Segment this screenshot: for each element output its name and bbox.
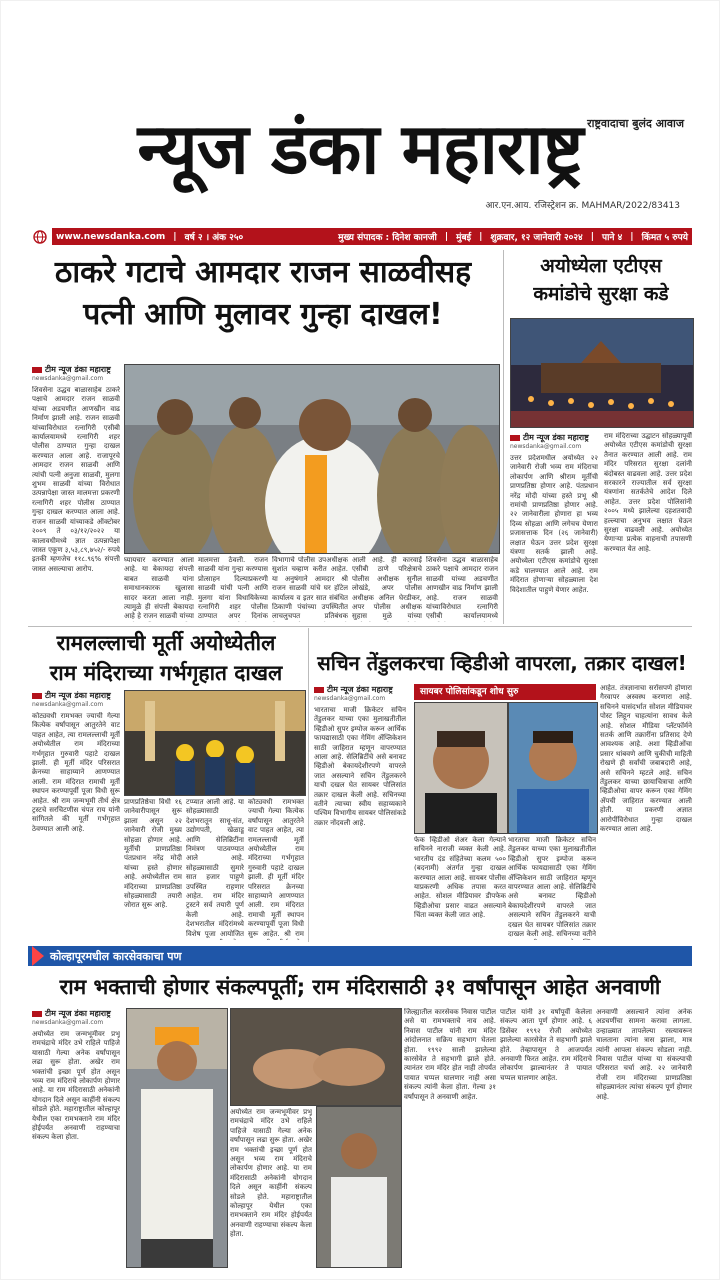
story4-byline-block [314, 684, 406, 702]
column-divider [503, 250, 504, 624]
story3-headline[interactable]: रामलल्लाची मूर्ती अयोध्येतील राम मंदिराच्या गर्भगृहात दाखल [49, 631, 283, 685]
page-count: पाने ४ [602, 233, 623, 243]
story4-photo-1 [414, 702, 508, 834]
masthead-tagline: राष्ट्रवादाचा बुलंद आवाज [587, 117, 684, 130]
story2-col1: उत्तर प्रदेशमधील अयोध्येत २२ जानेवारी रोजी भव्य राम मंदिराचा लोकार्पण आणि श्रीराम मूर्तीची प्राणप्रतिष्ठा होणार आहे. पंतप्रधान नरेंद्र मोदी यांच्या हस्ते प्रभू श्री रामांची प्राणप्रतिष्ठा होणार आहे. २२ जानेवारीला होणारा हा भव्य दिव्य सोहळा आणि लगेचच येणारा प्रजासत्ताक दिन (२६ जानेवारी) लक्षात घेऊन उत्तर प्रदेश सुरक्षा यंत्रणा सतर्क झाली आहे. अयोध्येला एटीएस कमांडोचे सुरक्षा कडे घालण्यात आले आहे. राम मंदिरात होणाऱ्या सोहळ्याला देश विदेशातील पाहुणे येणार आहेत. [510, 454, 598, 594]
story5-photo-3 [316, 1106, 402, 1268]
info-strip: www.newsdanka.com | वर्ष २ । अंक २५० मुख्य संपादक : दिनेश कानजी | मुंबई | शुक्रवार, १२ जानेवारी २०२४ | पाने ४ | किंमत ५ रुपये [28, 228, 692, 245]
story3-photo [124, 690, 306, 796]
story5-col2a: अयोध्येत राम जन्मभूमीवर प्रभू रामचंद्राचे मंदिर उभे राहिले पाहिजे यासाठी गेल्या अनेक वर्षांपासून लढा सुरू होता. अखेर राम भक्तांची इच्छा पूर्ण होत असून भव्य राम मंदिराचे लोकार्पण होणार आहे. या राम मंदिरासाठी अनेकांनी योगदान दिले असून काहींनी संकल्प सोडले होते. महाराष्ट्रातील कोल्हापूर येथील एका रामभक्ताने राम मंदिर होईपर्यंत अनवाणी राहण्याचा संकल्प केला होता. [230, 1108, 312, 1239]
story3-col4: कोट्यवधी रामभक्त ज्याची गेल्या कित्येक वर्षांपासून आतुरतेने वाट पाहत आहेत, त्या रामलल्लाची मूर्ती अयोध्येतील राम मंदिराच्या गर्भगृहात गुरुवारी पहाटे दाखल झाली. ही मूर्ती मंदिर परिसरात क्रेनच्या साहाय्याने आणण्यात आली. राम मंदिरात रामाची मूर्ती स्थापन करण्यापूर्वी पूजा विधी सुरू आहेत. श्री राम [248, 798, 304, 938]
story4-col4: आहेत. तंत्रज्ञानाचा सर्रासपणे होणारा गैरवापर अस्वस्थ करणारा आहे. सचिनने यासंदर्भात सोशल मीडियावर पोस्ट लिहून चाहत्यांना सावध केले आहे. सोशल मीडिया प्लॅटफॉर्मने सतर्क आणि तक्रारींना प्रतिसाद देणे आवश्यक आहे. अशा व्हिडीओंचा प्रसार थांबवणे आणि चुकीची माहिती रोखणे ही सर्वांची जबाबदारी आहे, असे सचिनने म्हटले आहे. सचिन तेंडुलकर याच्या छायाचित्राचा आणि व्हिडीओचा वापर करून एका गेमिंग ॲपची जाहिरात करण्यात आली होती. या प्रकरणी अज्ञात आरोपींविरोधात गुन्हा दाखल करण्यात आला आहे. [600, 684, 692, 834]
story1-col6: शिवसेना उद्धव बाळासाहेब ठाकरे पक्षाचे आमदार राजन साळवी यांच्या अडचणीत आणखीन वाढ निर्माण झाली आहे. राजन साळवी यांच्याविरोधात रत्नागिरी एसीबी कार्यालयामध्ये [426, 556, 498, 621]
story3-col2: प्राणप्रतिष्ठेचा विधी १६ जानेवारीपासून सुरू झाला असून २२ जानेवारी रोजी मुख्य सोहळा होणार आहे. मूर्तीची प्राणप्रतिष्ठा पंतप्रधान नरेंद्र मोदी यांच्या हस्ते होणार आहे. अयोध्येतील राम मंदिराच्या प्राणप्रतिष्ठा सोहळ्यासाठी तयारी जोरात सुरू आहे. [124, 798, 182, 910]
story2-byline: टीम न्यूज डंका महाराष्ट्र [510, 432, 598, 443]
story1-photo [124, 364, 500, 554]
issue-number: वर्ष २ । अंक २५० [184, 233, 244, 243]
city: मुंबई [456, 233, 472, 243]
story4-headline[interactable]: सचिन तेंडुलकरचा व्हिडीओ वापरला, तक्रार दाखल! [317, 651, 687, 675]
story5-photo-1 [126, 1008, 228, 1268]
story5-byline-block [32, 1008, 120, 1026]
story1-byline: टीम न्यूज डंका महाराष्ट्र [32, 364, 120, 375]
story2-photo [510, 318, 694, 428]
story5-band: कोल्हापूरमधील कारसेवकाचा पण [28, 946, 692, 966]
date: शुक्रवार, १२ जानेवारी २०२४ [490, 233, 583, 243]
story1-col2: घ्यायचार करण्यात आला आहे. या बेकायदा संपत्ती बाबत साळवी यांना समाधानकारक खुलासा सादर करता आला नाही. त्यामुळे ही संपत्ती बेकायदा आहे हे राजन साळवी यांच्या [124, 556, 194, 621]
story3-col3: टप्प्यात आली आहे. या सोहळ्यासाठी देशभरातून साधू-संत, उद्योगपती, खेळाडू आणि सेलिब्रिटींना निमंत्रण पाठवण्यात आले आहे. सोहळ्यासाठी सुमारे सात हजार पाहुणे उपस्थित राहणार आहेत. राम मंदिर ट्रस्टने सर्व तयारी पूर्ण केली आहे. देशभरातील मंदिरांमध्ये विशेष पूजा आयोजित [186, 798, 244, 938]
story1-email: newsdanka@gmail.com [32, 375, 104, 382]
chief-editor: मुख्य संपादक : दिनेश कानजी [338, 233, 437, 243]
story2-headline[interactable]: अयोध्येला एटीएस कमांडोचे सुरक्षा कडे [533, 255, 669, 305]
story5-col3: पाटील यांनी ३१ वर्षांपूर्वी केलेला संकल्प आता पूर्ण होणार आहे. ६ डिसेंबर १९९२ रोजी अयोध्येत झालेल्या कारसेवेत ते सहभागी झाले होते. तेव्हापासून ते आजपर्यंत अनवाणी फिरत आहेत. राम मंदिराचे लोकार्पण झाल्यानंतर ते पायात चप्पल घालणार आहेत. [500, 1008, 592, 1082]
story5-photo-2 [230, 1008, 402, 1106]
story4-col3: भारताचा माजी क्रिकेटर सचिन तेंडुलकर याच्या एका मुलाखतीतील व्हिडीओ सुपर इम्पोज करून आर्थिक फायद्यासाठी एका गेमिंग ॲप्लिकेशन साठी जाहिरात म्हणून वापरण्यात आला आहे. सेलिब्रिटींचे असे बनावट व्हिडीओ बेकायदेशीरपणे वापरले जात असल्याने सचिन तेंडुलकरने याची दखल घेत सायबर पोलिसांत तक्रार दाखल केली आहे. सचिनच्या वतीने [508, 836, 596, 939]
story3-email: newsdanka@gmail.com [32, 701, 104, 708]
story2-col2: राम मंदिराच्या उद्घाटन सोहळ्यापूर्वी अयोध्येत एटीएस कमांडोची सुरक्षा तैनात करण्यात आली आहे. राम मंदिर परिसरात सुरक्षा दलांनी बंदोबस्त वाढवला आहे. उत्तर प्रदेश सरकारने राज्यातील सर्व सुरक्षा यंत्रणांना सतर्कतेचे आदेश दिले आहेत. उत्तर प्रदेश पोलिसांनी २००५ मध्ये झालेल्या दहशतवादी हल्ल्याचा अनुभव लक्षात घेऊन सुरक्षा वाढवली आहे. अयोध्येत येणाऱ्या प्रत्येक वाहनाची तपासणी करण्यात येत आहे. [604, 432, 692, 553]
story1-col3: मालमत्ता ठेवली. राजन साळवी यांना गुन्हा करण्यास प्रोत्साहन दिल्याप्रकरणी साळवी यांची पत्नी आणि मुलगा यांना विधायिकेच्या रत्नागिरी शहर पोलीस ठाण्यात अपर दिनांक [198, 556, 268, 621]
story3-byline: टीम न्यूज डंका महाराष्ट्र [32, 690, 120, 701]
story1-headline[interactable]: ठाकरे गटाचे आमदार राजन साळवीसह पत्नी आणि मुलावर गुन्हा दाखल! [54, 255, 472, 332]
story1-byline-block [32, 364, 120, 382]
price: किंमत ५ रुपये [641, 233, 688, 243]
column-divider [308, 628, 309, 942]
masthead-title: न्यूज डंका महाराष्ट्र [137, 108, 583, 190]
story5-email: newsdanka@gmail.com [32, 1019, 104, 1026]
story4-col2: फेक व्हिडीओ शेअर केला गेल्याने सचिनने नाराजी व्यक्त केली आहे. भारतीय दंड संहितेच्या कलम ५०० (बदनामी) अंतर्गत गुन्हा दाखल करण्यात आला आहे. सायबर पोलीस याप्रकरणी अधिक तपास करत आहेत. सोशल मीडियावर डीपफेक व्हिडीओचा प्रसार वाढत असल्याने चिंता व्यक्त केली जात आहे. [414, 836, 506, 920]
story4-photo-2 [508, 702, 598, 834]
section-divider [28, 626, 692, 627]
story5-col1: अयोध्येत राम जन्मभूमीवर प्रभू रामचंद्राचे मंदिर उभे राहिले पाहिजे यासाठी गेल्या अनेक वर्षांपासून लढा सुरू होता. अखेर राम भक्तांची इच्छा पूर्ण होत असून भव्य राम मंदिराचे लोकार्पण होणार आहे. या राम मंदिरासाठी अनेकांनी योगदान दिले असून काहींनी संकल्प सोडले होते. महाराष्ट्रातील कोल्हापूर येथील एका रामभक्ताने राम मंदिर होईपर्यंत अनवाणी राहण्याचा संकल्प केला होता. [32, 1030, 120, 1142]
story2-email: newsdanka@gmail.com [510, 443, 582, 450]
story1-col4: विभागाचे पोलीस उपअधीक्षक सुशांत चव्हाण करीत आहेत. या अनुषंगाने आमदार श्री राजन साळवी यांचे घर हॉटेल कार्यालय व इतर सात संबंधित ठिकाणी पंचांच्या उपस्थितीत लाचलुचपत प्रतिबंधक [272, 556, 348, 621]
story5-col2: जिल्ह्यातील कारसेवक निवास पाटील असे या रामभक्ताचे नाव आहे. निवास पाटील यांनी राम मंदिर आंदोलनात सक्रिय सहभाग घेतला होता. १९९२ साली झालेल्या कारसेवेत ते सहभागी झाले होते. त्यानंतर राम मंदिर होत नाही तोपर्यंत पायात चप्पल घालणार नाही असा संकल्प त्यांनी केला होता. गेल्या ३१ वर्षांपासून ते अनवाणी आहेत. [404, 1008, 496, 1101]
story4-badge: सायबर पोलिसांकडून शोध सुरु [414, 684, 596, 700]
story5-col4: अनवाणी असल्याने त्यांना अनेक अडचणींचा सामना करावा लागला. उन्हाळ्यात तापलेल्या रस्त्यावरून चालताना त्यांना त्रास झाला, मात्र त्यांनी आपला संकल्प सोडला नाही. निवास पाटील यांच्या या संकल्पाची परिसरात चर्चा आहे. २२ जानेवारी रोजी राम मंदिराच्या प्राणप्रतिष्ठा सोहळ्यानंतर त्यांचा संकल्प पूर्ण होणार आहे. [596, 1008, 692, 1101]
globe-icon [28, 228, 52, 245]
story5-headline[interactable]: राम भक्ताची होणार संकल्पपूर्ती; राम मंदिरासाठी ३१ वर्षांपासून आहेत अनवाणी [59, 975, 661, 999]
story4-email: newsdanka@gmail.com [314, 695, 386, 702]
story3-col1: कोट्यवधी रामभक्त ज्याची गेल्या कित्येक वर्षांपासून आतुरतेने वाट पाहत आहेत, त्या रामलल्लाची मूर्ती अयोध्येतील राम मंदिराच्या गर्भगृहात गुरुवारी पहाटे दाखल झाली. ही मूर्ती मंदिर परिसरात क्रेनच्या साहाय्याने आणण्यात आली. राम मंदिरात रामाची मूर्ती स्थापन करण्यापूर्वी पूजा विधी सुरू आहेत. श्री राम जन्मभूमी तीर्थ क्षेत्र ट्रस्टचे सरचिटणीस चंपत राय यांनी सांगितले की मूर्ती गर्भगृहात ठेवण्यात आली आहे. [32, 712, 120, 833]
story3-byline-block [32, 690, 120, 708]
story1-col1: शिवसेना उद्धव बाळासाहेब ठाकरे पक्षाचे आमदार राजन साळवी यांच्या अडचणीत आणखीन वाढ निर्माण झाली आहे. राजन साळवी यांच्याविरोधात रत्नागिरी एसीबी कार्यालयामध्ये रत्नागिरी शहर पोलीस ठाण्यात गुन्हा दाखल करण्यात आला आहे. राजापूरचे आमदार राजन साळवी आणि त्यांची पत्नी अनुजा साळवी, मुलगा शुभम साळवी यांच्या विरोधात उत्पन्नापेक्षा जास्त मालमत्ता प्रकरणी रत्नागिरी शहर पोलीस ठाण्यात गुन्हा दाखल करण्यात आला आहे. राजन साळवी यांच्याकडे ऑक्टोबर २००९ ते ०३/१२/२०२२ या कालावधीमध्ये ज्ञात उत्पन्नापेक्षा जास्त एकूण ३,५३,८९,७५२/- रुपये इतकी म्हणजेच ११८.९६% संपत्ती जास्त असल्याचा आरोप. [32, 386, 120, 573]
story5-byline: टीम न्यूज डंका महाराष्ट्र [32, 1008, 120, 1019]
story4-byline: टीम न्यूज डंका महाराष्ट्र [314, 684, 406, 695]
play-triangle-icon [32, 946, 44, 966]
registration-number: आर.एन.आय. रजिस्ट्रेशन क्र. MAHMAR/2022/83413 [485, 201, 680, 211]
story2-byline-block [510, 432, 598, 450]
website-link[interactable]: www.newsdanka.com [56, 231, 166, 242]
story1-col5: आली आहे. ही कारवाई एसीबी ठाणे परिक्षेत्राचे पोलीस अधीक्षक सुनील लोखंडे, अपर पोलीस अधीक्षक अनिल घेरडीकर, अपर पोलीस अधीक्षक सुहास मुळे यांच्या [352, 556, 422, 621]
story4-col1: भारताचा माजी क्रिकेटर सचिन तेंडुलकर याच्या एका मुलाखतीतील व्हिडीओ सुपर इम्पोज करून आर्थिक फायद्यासाठी एका गेमिंग ॲप्लिकेशन साठी जाहिरात म्हणून वापरण्यात आला आहे. सेलिब्रिटींचे असे बनावट व्हिडीओ बेकायदेशीरपणे वापरले जात असल्याने सचिन तेंडुलकरने याची दखल घेत सायबर पोलिसांत तक्रार दाखल केली आहे. सचिनच्या वतीने त्याच्या स्वीय सहाय्यकाने पश्चिम विभागीय सायबर पोलिसांकडे तक्रार नोंदवली आहे. [314, 706, 406, 827]
